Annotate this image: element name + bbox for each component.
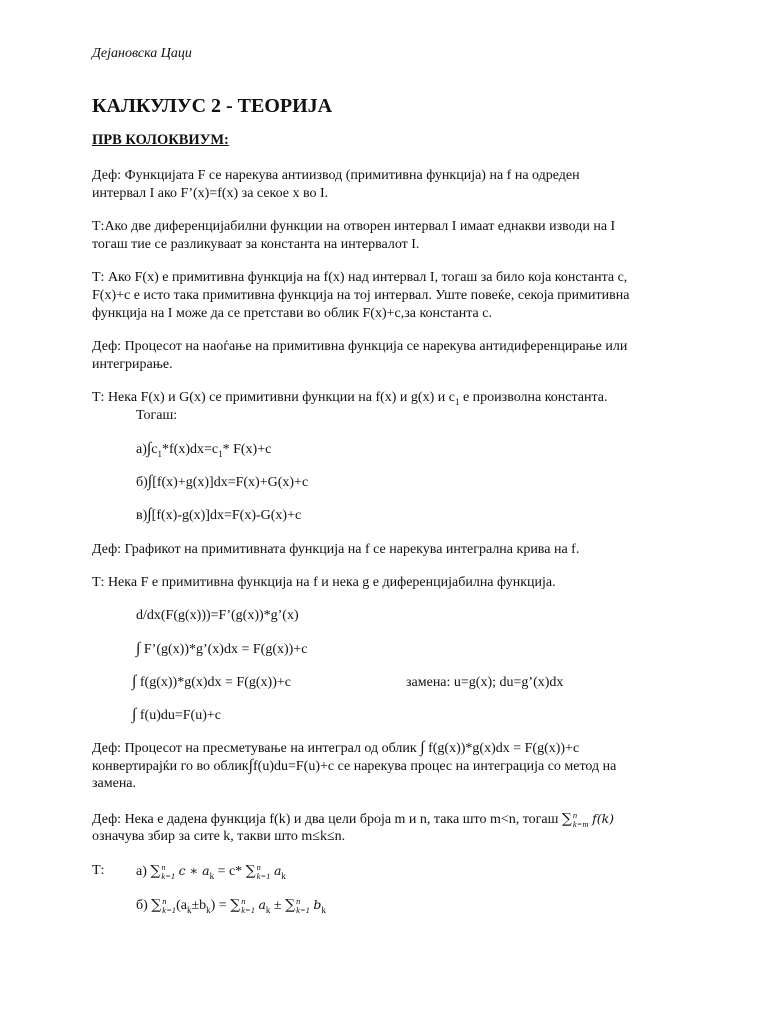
integral-sign-icon: ∫ xyxy=(136,640,141,657)
sigma-icon: ∑ xyxy=(230,897,241,913)
definition-substitution-line2: конвертирајќи го во облик∫f(u)du=F(u)+c се нарекува процес на интеграција со метод на xyxy=(92,757,617,774)
linearity-rule-v: в)∫[f(x)-g(x)]dx=F(x)-G(x)+c xyxy=(136,506,302,523)
sigma-icon: ∑ xyxy=(245,863,256,879)
definition-substitution-line1: Деф: Процесот на пресметување на интеграл од облик ∫ f(g(x))*g(x)dx = F(g(x))+c xyxy=(92,739,580,756)
linearity-rule-a: $а)\int c_1*f(x)dx=c_1*$ F(x)+c xyxy=(136,440,272,459)
definition-integration-line2: интегрирање. xyxy=(92,357,173,372)
integral-sign-icon: ∫ xyxy=(420,739,425,756)
integral-sign-icon: ∫ xyxy=(132,706,137,723)
integral-sign-icon: ∫ xyxy=(132,673,137,690)
substitution-note: замена: u=g(x); du=g’(x)dx xyxy=(406,675,564,690)
definition-integral-curve: Деф: Графикот на примитивната функција на f се нарекува интегрална крива на f. xyxy=(92,542,580,557)
author-header: Дејановска Цаци xyxy=(92,46,192,61)
definition-antiderivative-line2: интервал I ако F’(x)=f(x) за секое x во I. xyxy=(92,186,329,201)
chain-rule-equation: d/dx(F(g(x)))=F’(g(x))*g’(x) xyxy=(136,608,299,623)
theorem-primitive-constant-line2: F(x)+c е исто така примитивна функција на тој интервал. Уште повеќе, секоја примитивна xyxy=(92,288,630,303)
substitution-equation-2: ∫ f(g(x))*g(x)dx = F(g(x))+c xyxy=(132,673,291,690)
theorem-equal-derivatives-line2: тогаш тие се разликуваат за константа на интервалот I. xyxy=(92,237,420,252)
definition-sum-line2: означува збир за сите k, такви што m≤k≤n. xyxy=(92,829,346,844)
linearity-rule-b: б)∫[f(x)+g(x)]dx=F(x)+G(x)+c xyxy=(136,473,309,490)
theorem-primitive-constant-line1: Т: Ако F(x) е примитивна функција на f(x) над интервал I, тогаш за било која константа c, xyxy=(92,270,628,285)
integral-sign-icon: ∫ xyxy=(147,506,152,523)
sigma-icon: ∑ xyxy=(151,897,162,913)
sum-rule-a: а) ∑ n k=1 c ∗ $a_k = c*$ ∑ n k=1 $a_k$ xyxy=(136,861,286,881)
page-title: КАЛКУЛУС 2 - ТЕОРИЈА xyxy=(92,95,333,117)
sigma-icon: ∑ xyxy=(285,897,296,913)
definition-antiderivative-line1: Деф: Функцијата F се нарекува антиизвод (примитивна функција) на f на одреден xyxy=(92,168,580,183)
theorem-linearity-then: Тогаш: xyxy=(136,408,178,423)
theorem-equal-derivatives-line1: Т:Ако две диференцијабилни функции на отворен интервал I имаат еднакви изводи на I xyxy=(92,219,616,234)
integral-sign-icon: ∫ xyxy=(146,440,152,457)
theorem-primitive-constant-line3: функција на I може да се претстави во облик F(x)+c,за константа c. xyxy=(92,306,492,321)
substitution-equation-3: ∫ f(u)du=F(u)+c xyxy=(132,706,221,723)
sigma-icon: ∑ xyxy=(150,863,161,879)
sum-rule-b: б) ∑ n k=1 $(a_k\pm b_k)$ = ∑ n k=1 $a_k$ ± ∑ n k=1 $b_k$ xyxy=(136,895,326,915)
theorem-sum-label: Т: xyxy=(92,863,105,878)
theorem-linearity-line1: Т: Нека F(x) и G(x) се примитивни функции на f(x) и g(x) и $c_1$ е произволна константа. xyxy=(92,390,608,407)
section-heading: ПРВ КОЛОКВИУМ: xyxy=(92,132,229,148)
integral-sign-icon: ∫ xyxy=(147,473,153,490)
definition-integration-line1: Деф: Процесот на наоѓање на примитивна функција се нарекува антидиференцирање или xyxy=(92,339,628,354)
definition-substitution-line3: замена. xyxy=(92,776,137,791)
definition-sum-line1: Деф: Нека е дадена функција f(k) и два цели броја m и n, така што m<n, тогаш ∑ n k=m f(k) xyxy=(92,809,615,829)
theorem-substitution-line1: Т: Нека F е примитивна функција на f и нека g е диференцијабилна функција. xyxy=(92,575,556,590)
sigma-icon: ∑ xyxy=(561,811,572,827)
integral-sign-icon: ∫ xyxy=(248,757,254,774)
substitution-equation-1: ∫ F’(g(x))*g’(x)dx = F(g(x))+c xyxy=(136,640,308,657)
